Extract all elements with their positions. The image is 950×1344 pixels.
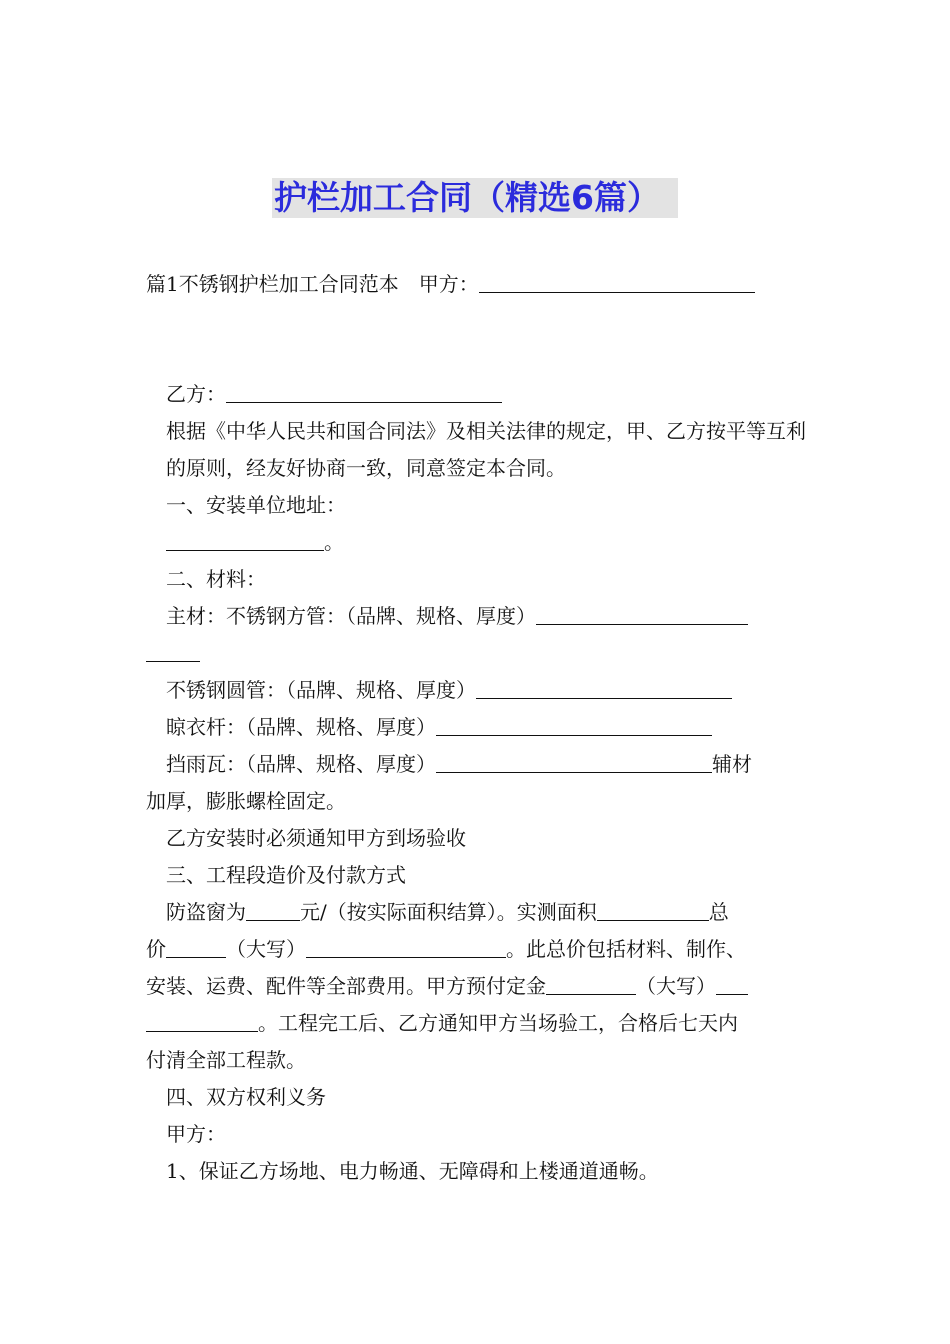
aux-material-label: 辅材 bbox=[712, 752, 752, 776]
inspection-line: 乙方安装时必须通知甲方到场验收 bbox=[166, 826, 466, 850]
intro-paragraph: 根据《中华人民共和国合同法》及相关法律的规定，甲、乙方按平等互利的原则，经友好协商一致，同意签定本合同。 bbox=[166, 419, 806, 480]
total-uppercase-label: （大写） bbox=[226, 937, 306, 961]
main-material-line bbox=[146, 598, 810, 635]
deposit-blank bbox=[546, 974, 636, 995]
payment-line-5: 付清全部工程款。 bbox=[146, 1048, 306, 1072]
payment-line-1 bbox=[146, 894, 810, 931]
main-material-cont bbox=[146, 635, 810, 672]
total-uppercase-blank bbox=[306, 937, 506, 958]
main-material-label: 主材：不锈钢方管：（品牌、规格、厚度） bbox=[166, 604, 536, 628]
drying-rod-line bbox=[146, 709, 810, 746]
party-b-blank bbox=[226, 382, 502, 403]
rain-tile-line bbox=[146, 746, 810, 783]
section-2-title: 二、材料： bbox=[166, 567, 266, 591]
section-4-title: 四、双方权利义务 bbox=[166, 1085, 326, 1109]
party-b-line bbox=[146, 376, 810, 413]
main-material-blank bbox=[536, 604, 748, 625]
deposit-uppercase-label: （大写） bbox=[636, 974, 716, 998]
total-label-a: 总 bbox=[708, 900, 729, 924]
payment-line-4 bbox=[146, 1005, 810, 1042]
document-title: 护栏加工合同（精选6篇） bbox=[272, 178, 678, 218]
drying-rod-label: 晾衣杆：（品牌、规格、厚度） bbox=[166, 715, 436, 739]
duty-item-1: 1、保证乙方场地、电力畅通、无障碍和上楼通道通畅。 bbox=[166, 1159, 659, 1183]
contract-content bbox=[146, 376, 810, 1190]
completion-text: 。工程完工后、乙方通知甲方当场验工，合格后七天内 bbox=[258, 1011, 738, 1035]
round-pipe-label: 不锈钢圆管：（品牌、规格、厚度） bbox=[166, 678, 476, 702]
address-end: 。 bbox=[324, 530, 344, 554]
address-blank bbox=[166, 530, 324, 551]
price-label: 防盗窗为 bbox=[166, 900, 246, 924]
area-label: 元/（按实际面积结算）。实测面积 bbox=[300, 900, 597, 924]
total-includes-text: 。此总价包括材料、制作、 bbox=[506, 937, 746, 961]
aux-material-cont: 加厚，膨胀螺栓固定。 bbox=[146, 789, 346, 813]
area-blank bbox=[597, 900, 709, 921]
payment-line-3 bbox=[146, 968, 810, 1005]
deposit-uppercase-blank bbox=[716, 974, 748, 995]
round-pipe-line bbox=[146, 672, 810, 709]
round-pipe-blank bbox=[476, 678, 732, 699]
contract-body bbox=[146, 266, 810, 303]
party-b-label: 乙方： bbox=[166, 382, 226, 406]
contract-heading: 篇1不锈钢护栏加工合同范本 甲方： bbox=[146, 272, 479, 296]
title-wrap bbox=[0, 178, 950, 218]
total-label-b: 价 bbox=[146, 937, 166, 961]
rain-tile-blank bbox=[436, 752, 712, 773]
rain-tile-label: 挡雨瓦：（品牌、规格、厚度） bbox=[166, 752, 436, 776]
party-a-blank bbox=[479, 272, 755, 293]
contract-heading-line bbox=[146, 266, 810, 303]
drying-rod-blank bbox=[436, 715, 712, 736]
deposit-uppercase-blank-cont bbox=[146, 1011, 258, 1032]
payment-line-2 bbox=[146, 931, 810, 968]
party-a-duties-label: 甲方： bbox=[166, 1122, 226, 1146]
section-1-title: 一、安装单位地址： bbox=[166, 493, 346, 517]
main-material-blank-cont bbox=[146, 641, 200, 662]
price-blank bbox=[246, 900, 300, 921]
section-3-title: 三、工程段造价及付款方式 bbox=[166, 863, 406, 887]
address-line bbox=[146, 524, 810, 561]
total-blank bbox=[166, 937, 226, 958]
deposit-label: 安装、运费、配件等全部费用。甲方预付定金 bbox=[146, 974, 546, 998]
